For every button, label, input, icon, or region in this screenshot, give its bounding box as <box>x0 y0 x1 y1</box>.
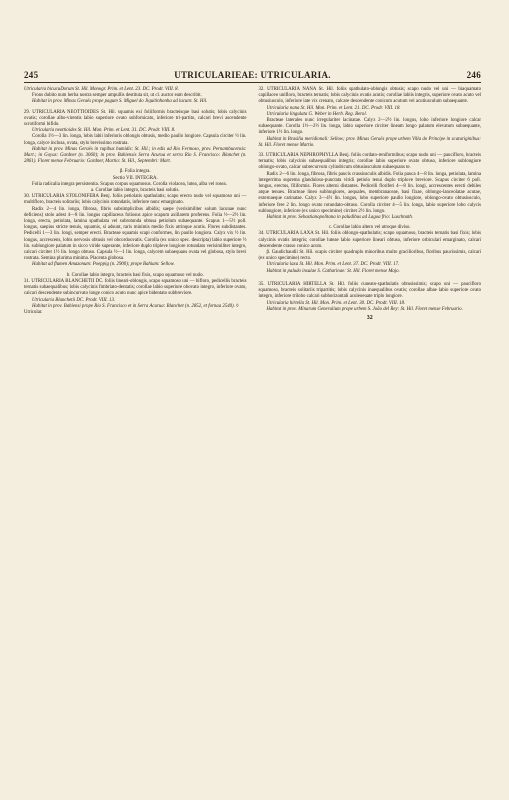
spacer <box>259 275 482 282</box>
text-paragraph: Folia radicalia integra persistentia. Scapus corpus squamosus. Corolla violacea, lutea, alba vel rosea. <box>32 181 227 187</box>
text-paragraph: Utricular. <box>24 309 43 315</box>
two-column-body <box>24 87 481 321</box>
text-paragraph: a. Corollae labio integro, bracteis basi solutis. <box>90 188 180 194</box>
signature-mark: 32 <box>366 314 373 321</box>
text-paragraph: Utricularia nana St. Hil. Mon. Prim. et Lent. 21. DC. Prodr. VIII. 18. <box>266 105 401 111</box>
text-paragraph: Habitat in paludo insulae S. Catharinae: St. Hil. Floret mense Majo. <box>266 268 400 274</box>
text-paragraph: Utricularia Blanchetii DC. Prodr. VIII. 13. <box>32 297 116 303</box>
text-paragraph: Habitat ad flumen Amazonum: Poeppig (n. 2900); prope Bahiam: Sellow. <box>32 262 175 268</box>
right-column <box>259 87 482 321</box>
text-paragraph: Habitat in prov. Minas Geraës in rupibus humidis: St. Hil.; in edis ad Rio Fermoso, prov. Pernambucensis: Mart.; in Goyas: Gardner (n. 3060); in prov. Bahiensis Serra Acurua et serra Rio S. Francisco: Blanchet (n. 2861). Floret mense Februario: Gardner, Martio: St. Hil., Septembri: Mart. <box>24 146 247 165</box>
text-paragraph: 34. UTRICULARIA LAXA St. Hil. foliis oblongo-spathulatis; scapo squamoso, bracteis ternatis basi fixis; lobis calycinis ovatis integris; corollae luteae labio superiore lineari obtuso, inferiore orbiculari emarginato, calcari descendente crasso conico acuto. <box>258 231 481 249</box>
text-paragraph: Habitat in prov. Minas Geraës prope pagum S. Miguel do Jiquitinhonha ad lacum: St. Hil. <box>32 99 208 105</box>
text-paragraph: Habitat in prov. Sebastianopolitana in paludibus ad Lagoa frio: Luschnath. <box>266 215 414 221</box>
text-paragraph: Utricularia neottioides St. Hil. Mon. Prim. et Lent. 31. DC. Prodr. VIII. 8. <box>32 128 176 134</box>
text-paragraph: β. Folia integra. <box>119 169 151 175</box>
page-number-right: 246 <box>466 70 481 80</box>
text-paragraph: β. Gaudichaudii St. Hil. scapis circiter quadruplo minoribus multo gracilioribus, floribus paucissimis, calcari (ex unico specimine) recto. <box>258 250 481 262</box>
text-paragraph: Sectio VII. INTEGRA. <box>112 175 158 181</box>
text-paragraph: b. Corollae labio integro, bracteis basi fixis, scapo squamoso vel nudo. <box>66 272 204 278</box>
text-paragraph: Habitat in prov. Minarum Generalium prope urbem S. João del Rey: St. Hil. Floret mense Februario. <box>266 306 463 312</box>
text-paragraph: Radix 2—4 lin. longa, fibrosa, fibris subsimplicibus albidis; saepe (verisimiliter solum lacunae nunc deficiens) stolo adest 4—8 lin. longus capillaceus foliosus apice scapum axillarem proferens. Folia ½—2½ lin. longa, erecta, petiolata, lamina spathulata vel subrotunda obtusa petiolum subaequante. Scapus 1—5½ poll. longus, saepius stricte tenuis, squamis, si adsunt, raris minimis medio fixis utrinque acutis. Flores subdistantes. Pedicelli 1—3 lin. longi, semper erecti. Bracteae squamis scapi conformes, lin paullo longiora. Calyx vix ½ lin. longus, accrescens, lobis nervosis obtusis vel obcordoovatis. Corolla (ex unico spec. descripta) labio superiore ½ lin. sublongiore palatum in sicco viride superante, inferiore duplo tripleve longiore rotundato verisimiliter integro, calcari circiter 1½ lin. longo obtuso. Capsula ½—1 lin. longa, calycem subaequans ovata vel globosa, stylo brevi rostrata. Semina plurima minima. Placenta globosa. <box>24 206 247 262</box>
text-paragraph: Habitat in Brasilia meridionali: Sellow; prov. Minas Geraës prope urbem Villa do Principe in scaturiginibus: St. Hil. Floret mense Martio. <box>258 136 481 148</box>
left-column <box>24 87 247 321</box>
text-paragraph: 30. UTRICULARIA STOLONIFERA Benj. foliis petiolatis spathulatis; scapo erecto nudo vel squamoso uni — multifloro, bracteis solitariis; lobis calycinis rotundatis, inferiore nunc emarginato. <box>24 194 247 206</box>
text-paragraph: c. Corollae labio altero vel utroque diviso. <box>328 225 411 231</box>
text-paragraph: 33. UTRICULARIA NEPHROPHYLLA Benj. foliis cordato-reniformibus; scapo nudo uni — paucifloro, bracteis ternatis; lobis calycinis subaequalibus integris; corollae labio superiore ovato obtuso, inferiore sublongiore oblongo-ovato, calcar subrecurvum cylindricum obtusiusculum subaequans te. <box>258 153 481 171</box>
text-paragraph: Utricularia laxa St. Hil. Mon. Prim. et Lent. 37. DC. Prodr. VIII. 17. <box>266 262 400 268</box>
text-paragraph: Bracteae laterales nunc irregulariter lacinatae. Calyx 2—2½ lin. longus, lobo inferiore longiore calcar subaequante. Corolla 1½—2½ lin. longa, labio superiore circiter lineam longo palatum elevatum subaequante, inferiore 1½ lin. longo. <box>258 118 481 136</box>
text-paragraph: 29. UTRICULARIA NEOTTIOIDES St. Hil. squamis exi foliiformis bracteisque basi solutis; lobis calycinis ovatis; corollae albo-virentis labio superiore ovato subfornicato, inferiore tri-partito, calcari brevi ascendente scrotiformi bifido. <box>24 109 247 128</box>
text-paragraph: Corolla 1½—3 lin. longa, lobis labii inferioris oblongis obtusis, medio paullo longiore. Capsula circiter ½ lin. longa, calyce inclusa, ovata, stylo brevissimo rostrata. <box>24 134 247 146</box>
text-paragraph: 31. UTRICULARIA BLANCHETII DC. foliis lineari-oblongis, scapo squamoso uni — bifloro, pedicellis bracteis ternatis subaequalibus; lobis calycinis fimbriato-dentatis; corollae labio superiore obovato integro, inferiore ovato, calcari descendente subincurvato longe conico acuto nunc apice bidentato subbreviore. <box>24 278 247 297</box>
text-paragraph: Radix 2—6 lin. longa, fibrosa, fibris paucis crassiusculis albidis. Folia pauca 4—8 lin. longa, petiolata, lamina integerrima suprema glanduloso-punctata viridi petiolo tenui duplo triplove breviore. Scapus circiter 6 poll. longus, erectus, filiformis. Flores alterni distantes. Pedicelli floriferi 4—8 lin. longi, accrescentes erecti debiles atque tenues. Bracteae lineo sublongiores, aequales, membranaceae, basi fixae, oblongo-lanceolatae acutae, externaeque carinatae. Calyx 3—4½ lin. longus, lobo superiore paullo longiore, oblongo-ovato obtusiusculo, inferiore fere 2 lin. longo ovato rotundato-obtuso. Corolla circiter 4—5 lin. longa, labio superiore lobo calycis sublongiore, inferiore (ex unico specimine) circiter 2½ lin. longo. <box>258 171 481 214</box>
page-number-left: 245 <box>24 70 39 80</box>
text-paragraph: 35. UTRICULARIA HIRTELLA St. Hil. foliis cuneato-spathulatis obtusissimis; scapo uni — paucifloro squamoso, bracteis solitariis tripartitis; lobis calycinis inaequalibus ovatis; corollae albae labio superiore ovato integro, inferiore trilobo calcari subhorizontali aculeoeuate triplo longiore. <box>258 281 481 300</box>
text-paragraph: Frons dubito num herba nostra semper ampullis destituta sit, ut cl. auctor eam describit. <box>32 93 202 99</box>
text-paragraph: Utricularia lingulata G. Weber in Herb. Reg. Berol. <box>266 111 367 117</box>
text-paragraph: Utricularia bicucuDorum St. Hil. Monogr. Prim. et Lent. 23. DC. Prodr. VIII. 8. <box>24 87 179 92</box>
running-title: UTRICULARIEAE: UTRICULARIA. <box>174 70 331 80</box>
running-header <box>24 70 481 83</box>
text-paragraph: Utricularia hirtella St. Hil. Mon. Prim. et Lent. 30. DC. Prodr. VIII. 18. <box>266 300 406 306</box>
text-paragraph: Habitat in prov. Bahiensi prope Rio S. Francisco et in Serra Acurua: Blanchet (n. 2852, et fornaa 2540). ◊ <box>32 303 239 309</box>
text-paragraph: 32. UTRICULARIA NANA St. Hil. foliis spathulato-oblongis obtusis; scapo nudo vel uni — biaquamato capillaceo unifloro, bracteis ternatis; lobis calycinis ovatis acutis; corollae labiis integris, superiore ovato acuto vel obtusiusculo, inferiore late vix crenato, calcare descendente conicum acutum vel acutiusculum subaequante. <box>258 87 481 105</box>
